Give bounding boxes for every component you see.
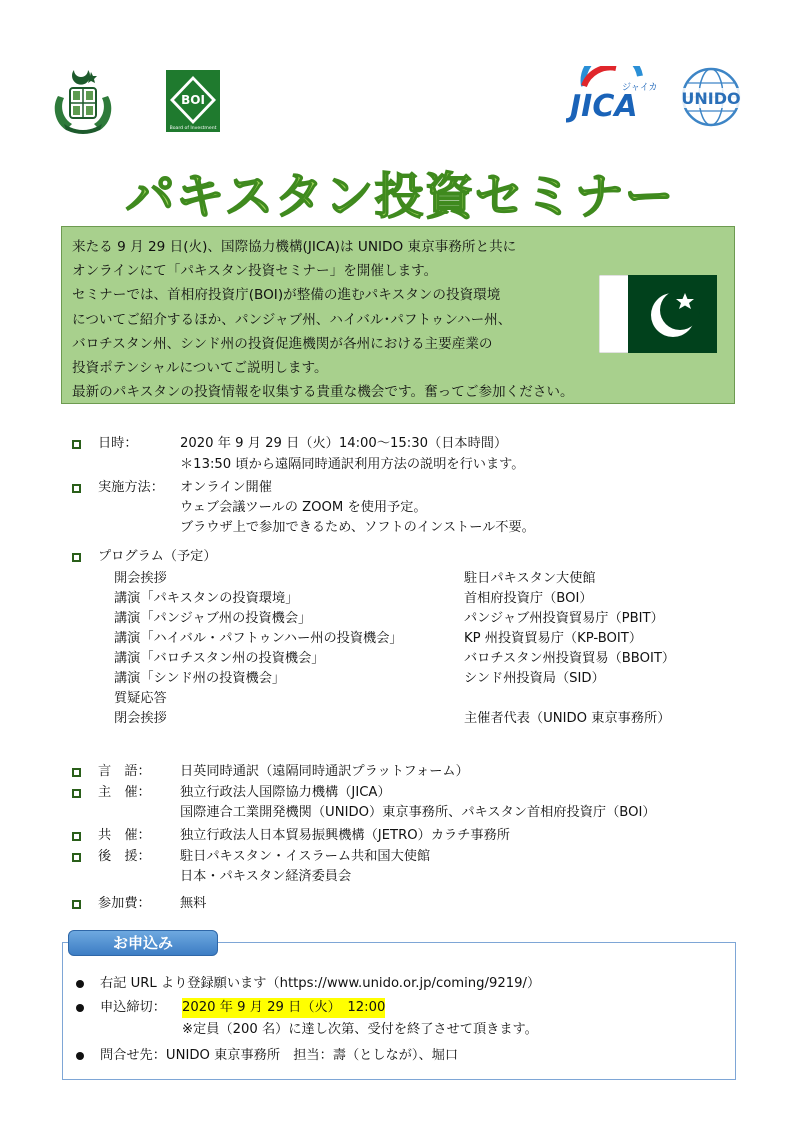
organizer-line: 国際連合工業開発機関（UNIDO）東京事務所、パキスタン首相府投資庁（BOI） bbox=[180, 805, 656, 820]
schedule-label: 日時： bbox=[98, 436, 138, 451]
program-speaker: 主催者代表（UNIDO 東京事務所） bbox=[464, 711, 671, 726]
boi-logo-icon bbox=[166, 70, 220, 132]
boi-logo-subtext: Board of Investment bbox=[169, 126, 217, 131]
organizer-label: 主 催： bbox=[98, 785, 151, 800]
schedule-note: ＊13:50 頃から遠隔同時通訳利用方法の説明を行います。 bbox=[180, 457, 525, 472]
language-value: 日英同時通訳（遠隔同時通訳プラットフォーム） bbox=[180, 764, 469, 779]
program-item: 講演「ハイバル・パフトゥンハー州の投資機会」 bbox=[114, 631, 403, 646]
organizer-line: 独立行政法人国際協力機構（JICA） bbox=[180, 785, 391, 800]
pakistan-state-emblem-icon bbox=[50, 66, 116, 134]
program-speaker: KP 州投資貿易庁（KP-BOIT） bbox=[464, 631, 643, 646]
boi-logo bbox=[166, 70, 220, 132]
program-speaker: パンジャブ州投資貿易庁（PBIT） bbox=[464, 611, 664, 626]
jica-logo-kana: ジャイカ bbox=[622, 83, 658, 93]
intro-line: セミナーでは、首相府投資庁(BOI)が整備の進むパキスタンの投資環境 bbox=[72, 287, 501, 304]
register-text: 右記 URL より登録願います（https://www.unido.or.jp/coming/9219/） bbox=[100, 976, 541, 991]
schedule-value: 2020 年 9 月 29 日（火）14:00～15:30（日本時間） bbox=[180, 436, 508, 451]
program-item: 質疑応答 bbox=[114, 691, 167, 706]
program-speaker: シンド州投資局（SID） bbox=[464, 671, 605, 686]
intro-line: 最新のパキスタンの投資情報を収集する貴重な機会です。奮ってご参加ください。 bbox=[72, 384, 574, 401]
unido-logo bbox=[676, 66, 746, 128]
support-line: 駐日パキスタン・イスラーム共和国大使館 bbox=[180, 849, 431, 864]
program-speaker: 駐日パキスタン大使館 bbox=[464, 571, 596, 586]
unido-logo-icon bbox=[676, 66, 746, 128]
method-line: ウェブ会議ツールの ZOOM を使用予定。 bbox=[180, 500, 427, 515]
jica-logo-icon bbox=[566, 66, 658, 124]
bullet-icon bbox=[76, 980, 84, 988]
deadline-value: 2020 年 9 月 29 日（火） 12:00 bbox=[182, 998, 385, 1018]
section-marker-icon bbox=[72, 832, 81, 841]
jica-logo-text: JICA bbox=[570, 89, 638, 124]
page-title: パキスタン投資セミナー bbox=[125, 168, 675, 225]
bullet-icon bbox=[76, 1004, 84, 1012]
section-marker-icon bbox=[72, 900, 81, 909]
language-label: 言 語： bbox=[98, 764, 151, 779]
support-line: 日本・パキスタン経済委員会 bbox=[180, 869, 352, 884]
intro-line: についてご紹介するほか、パンジャブ州、ハイバル･パフトゥンハー州、 bbox=[72, 311, 512, 328]
method-line: ブラウザ上で参加できるため、ソフトのインストール不要。 bbox=[180, 520, 535, 535]
section-marker-icon bbox=[72, 440, 81, 449]
section-marker-icon bbox=[72, 553, 81, 562]
boi-logo-text: BOI bbox=[181, 93, 205, 107]
section-marker-icon bbox=[72, 853, 81, 862]
support-label: 後 援： bbox=[98, 849, 151, 864]
pakistan-flag-icon bbox=[599, 275, 717, 353]
program-item: 開会挨拶 bbox=[114, 571, 167, 586]
program-speaker: バロチスタン州投資貿易（BBOIT） bbox=[464, 651, 676, 666]
section-marker-icon bbox=[72, 768, 81, 777]
program-label: プログラム（予定） bbox=[98, 549, 217, 564]
cohost-label: 共 催： bbox=[98, 828, 151, 843]
program-item: 講演「パキスタンの投資環境」 bbox=[114, 591, 299, 606]
fee-value: 無料 bbox=[180, 896, 207, 911]
program-item: 講演「バロチスタン州の投資機会」 bbox=[114, 651, 325, 666]
intro-line: オンラインにて「パキスタン投資セミナー」を開催します。 bbox=[72, 263, 438, 280]
program-item: 閉会挨拶 bbox=[114, 711, 167, 726]
section-marker-icon bbox=[72, 789, 81, 798]
deadline-note: ※定員（200 名）に達し次第、受付を終了させて頂きます。 bbox=[182, 1022, 538, 1037]
deadline-label: 申込締切： bbox=[100, 1000, 166, 1015]
cohost-value: 独立行政法人日本貿易振興機構（JETRO）カラチ事務所 bbox=[180, 828, 510, 843]
intro-line: バロチスタン州、シンド州の投資促進機関が各州における主要産業の bbox=[72, 335, 493, 352]
section-marker-icon bbox=[72, 484, 81, 493]
application-tab: お申込み bbox=[68, 930, 218, 956]
jica-logo bbox=[566, 66, 658, 124]
fee-label: 参加費： bbox=[98, 896, 151, 911]
unido-logo-text: UNIDO bbox=[681, 89, 741, 108]
bullet-icon bbox=[76, 1052, 84, 1060]
intro-line: 投資ポテンシャルについてご説明します。 bbox=[72, 360, 328, 377]
contact-text: 問合せ先：UNIDO 東京事務所 担当：壽（としなが）、堀口 bbox=[100, 1048, 459, 1063]
method-line: オンライン開催 bbox=[180, 480, 272, 495]
program-speaker: 首相府投資庁（BOI） bbox=[464, 591, 593, 606]
intro-box bbox=[61, 226, 735, 404]
method-label: 実施方法： bbox=[98, 480, 164, 495]
program-item: 講演「パンジャブ州の投資機会」 bbox=[114, 611, 312, 626]
program-item: 講演「シンド州の投資機会」 bbox=[114, 671, 286, 686]
intro-line: 来たる 9 月 29 日(火)、国際協力機構(JICA)は UNIDO 東京事務所と共に bbox=[72, 239, 517, 255]
